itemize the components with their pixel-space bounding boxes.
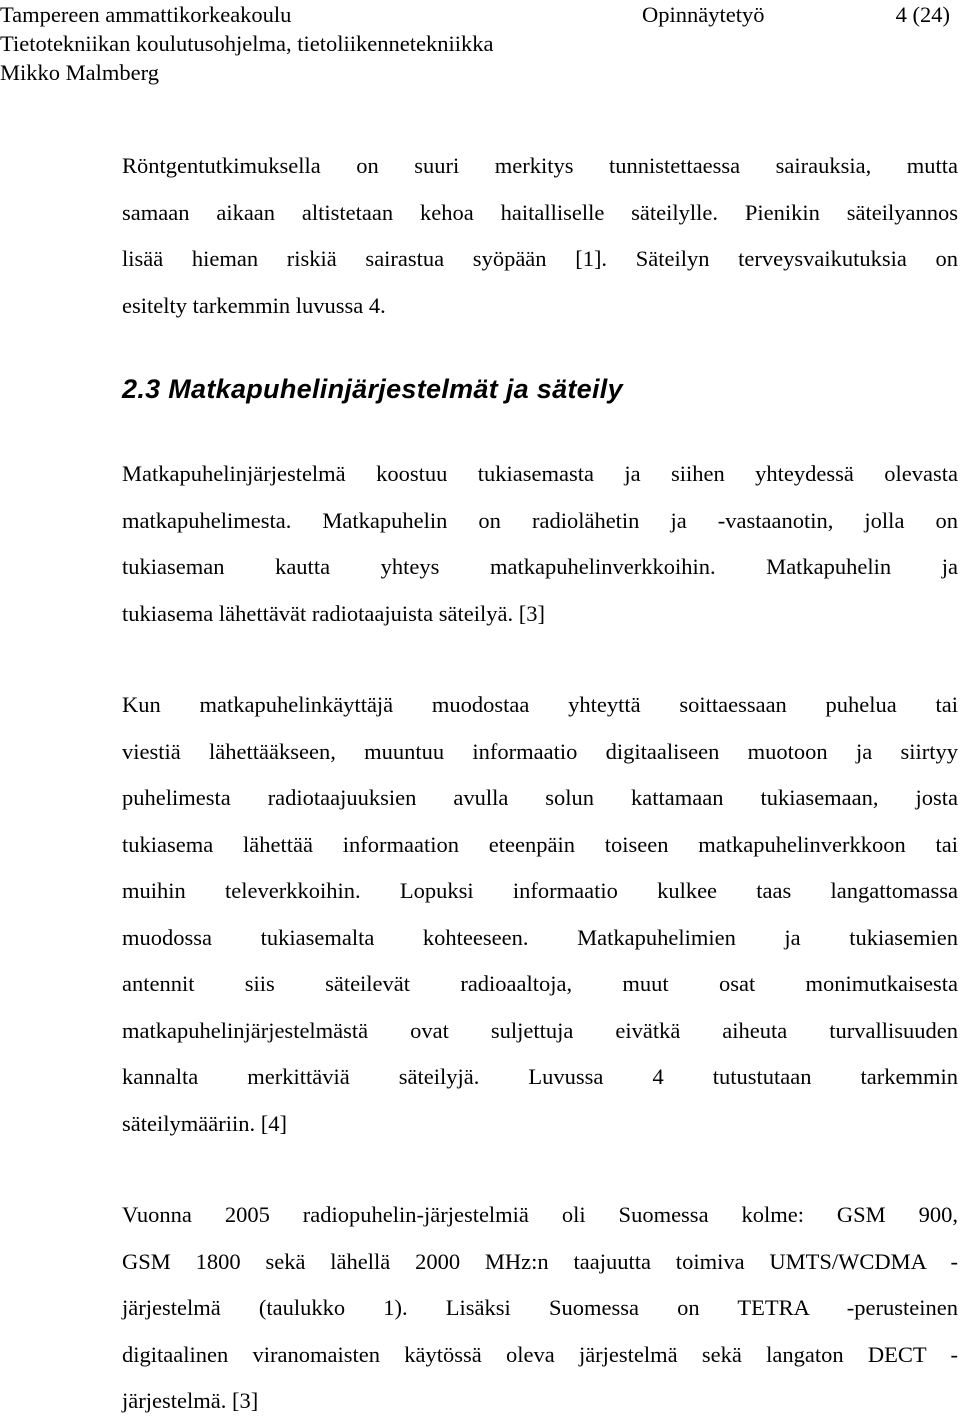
header-row-1	[0, 0, 960, 29]
text-line: muodossa tukiasemalta kohteeseen. Matkapuhelimien ja tukiasemien	[122, 924, 958, 950]
text-line: tukiaseman kautta yhteys matkapuhelinverkkoihin. Matkapuhelin ja	[122, 554, 958, 579]
text-line: järjestelmä (taulukko 1). Lisäksi Suomessa on TETRA -perusteinen	[122, 1295, 958, 1320]
text-line: samaan aikaan altistetaan kehoa haitalliselle säteilylle. Pienikin säteilyannos	[122, 199, 958, 225]
text-line: lisää hieman riskiä sairastua syöpään [1]. Säteilyn terveysvaikutuksia on	[122, 246, 958, 271]
text-line: Röntgentutkimuksella on suuri merkitys tunnistettaessa sairauksia, mutta	[122, 153, 958, 178]
header-row-3	[0, 58, 960, 87]
text-line: kannalta merkittäviä säteilyjä. Luvussa 4 tutustutaan tarkemmin	[122, 1064, 958, 1089]
text-line: muihin televerkkoihin. Lopuksi informaatio kulkee taas langattomassa	[122, 878, 958, 903]
text-line: säteilymääriin. [4]	[122, 1110, 287, 1136]
section-paragraph-3	[122, 1192, 958, 1425]
text-line: tukiasema lähettävät radiotaajuista säteilyä. [3]	[122, 600, 545, 626]
text-line: matkapuhelimesta. Matkapuhelin on radiolähetin ja -vastaanotin, jolla on	[122, 507, 958, 533]
section-heading: 2.3 Matkapuhelinjärjestelmät ja säteily	[122, 374, 623, 404]
text-line: GSM 1800 sekä lähellä 2000 MHz:n taajuutta toimiva UMTS/WCDMA -	[122, 1248, 958, 1274]
text-line: esitelty tarkemmin luvussa 4.	[122, 292, 386, 318]
text-line: tukiasema lähettää informaation eteenpäin toiseen matkapuhelinverkkoon tai	[122, 831, 958, 857]
text-line: digitaalinen viranomaisten käytössä oleva järjestelmä sekä langaton DECT -	[122, 1341, 958, 1367]
header-page-number: 4 (24)	[895, 2, 950, 27]
text-line: antennit siis säteilevät radioaaltoja, muut osat monimutkaisesta	[122, 971, 958, 996]
text-line: puhelimesta radiotaajuuksien avulla solun kattamaan tukiasemaan, josta	[122, 785, 958, 810]
page-body	[122, 143, 958, 1425]
section-paragraph-1	[122, 451, 958, 637]
text-line: viestiä lähettääkseen, muuntuu informaatio digitaaliseen muotoon ja siirtyy	[122, 738, 958, 764]
text-line: järjestelmä. [3]	[122, 1388, 259, 1413]
text-line: Matkapuhelinjärjestelmä koostuu tukiasemasta ja siihen yhteydessä olevasta	[122, 461, 958, 486]
header-author: Mikko Malmberg	[0, 60, 159, 85]
header-row-2	[0, 29, 960, 58]
text-line: Kun matkapuhelinkäyttäjä muodostaa yhteyttä soittaessaan puhelua tai	[122, 692, 958, 717]
text-line: Vuonna 2005 radiopuhelin-järjestelmiä oli Suomessa kolme: GSM 900,	[122, 1202, 958, 1227]
section-paragraph-2	[122, 682, 958, 1147]
text-line: matkapuhelinjärjestelmästä ovat suljettuja eivätkä aiheuta turvallisuuden	[122, 1017, 958, 1043]
header-institution: Tampereen ammattikorkeakoulu	[0, 2, 292, 27]
intro-paragraph	[122, 143, 958, 329]
header-program: Tietotekniikan koulutusohjelma, tietoliikennetekniikka	[0, 31, 494, 56]
header-document-type: Opinnäytetyö	[642, 2, 765, 27]
page-header	[0, 0, 960, 87]
